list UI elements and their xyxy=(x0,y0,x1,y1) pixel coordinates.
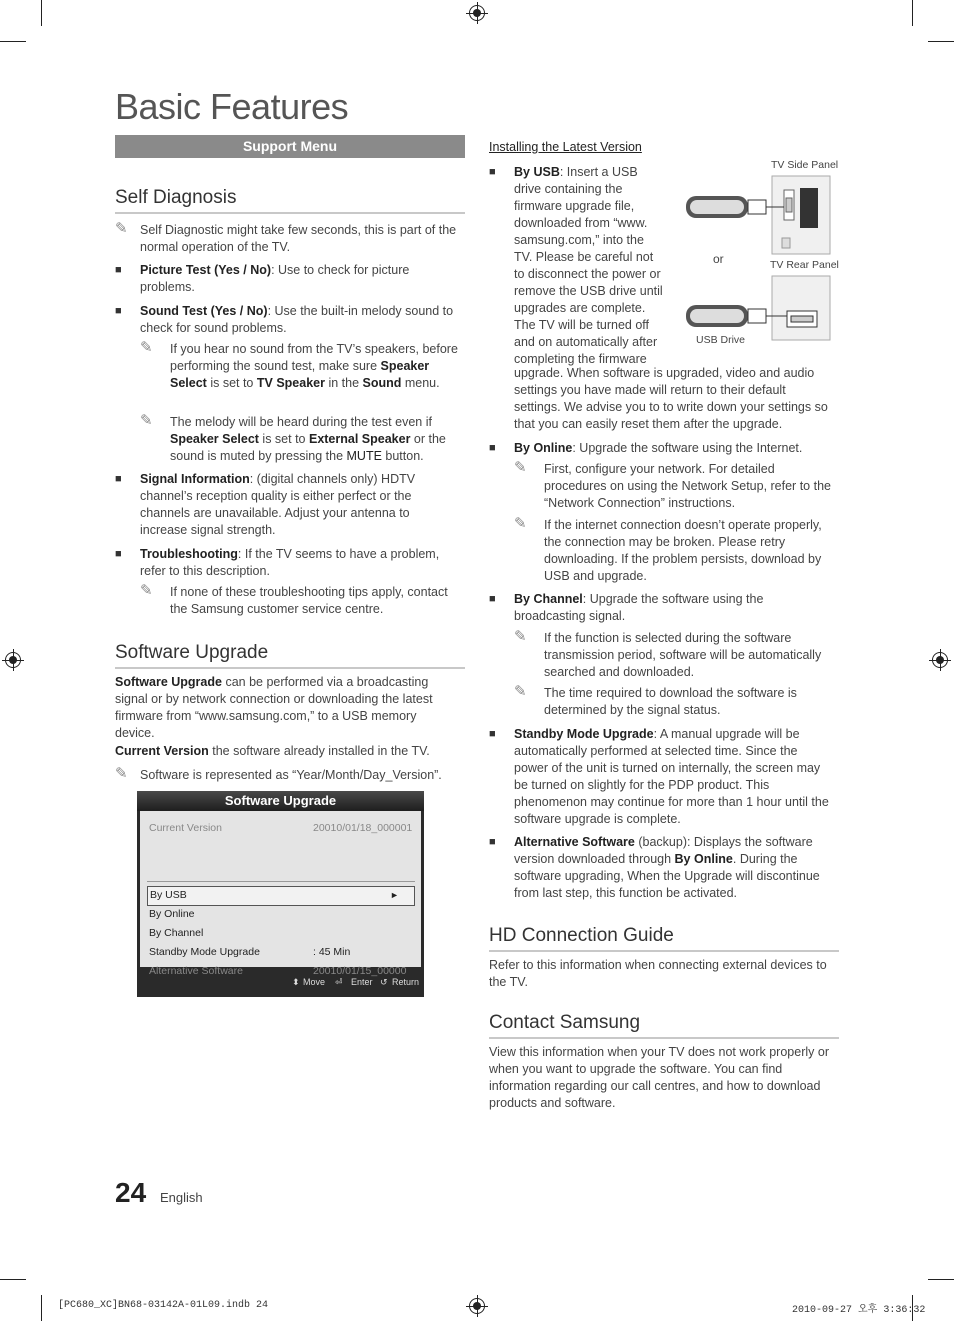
troubleshooting-text: : If the TV seems to have a problem, refer to this description. xyxy=(140,547,440,578)
paragraph-bold: Current Version xyxy=(115,744,209,758)
installing-heading: Installing the Latest Version xyxy=(489,140,642,154)
pencil-note-icon: ✎ xyxy=(140,582,153,599)
pencil-note-icon: ✎ xyxy=(140,339,153,356)
crop-mark xyxy=(0,41,26,42)
note-text: The melody will be heard during the test even if xyxy=(170,415,432,429)
picture-test-text: : Use to check for picture problems. xyxy=(140,263,410,294)
bullet-icon: ■ xyxy=(115,473,122,485)
osd-enter-label: Enter xyxy=(351,977,373,987)
note-text: First, configure your network. For detailed procedures on using the Network Setup, refer to the “Network Connection” instructions. xyxy=(544,462,831,510)
registration-mark-icon xyxy=(469,5,485,21)
paragraph-text: can be performed via a broadcasting signal or by network connection or downloading the latest firmware from “www.samsung.com,” to a USB memory device. xyxy=(115,675,433,740)
pencil-note-icon: ✎ xyxy=(115,220,128,237)
print-footer-right: 2010-09-27 오후 3:36:32 xyxy=(792,1305,926,1316)
note-key: MUTE xyxy=(346,449,382,463)
note-text: Software is represented as “Year/Month/Day_Version”. xyxy=(140,768,442,782)
note-bold: Speaker Select xyxy=(170,432,259,446)
standby-text: : A manual upgrade will be automatically performed at selected time. Since the power of the unit is turned on internally, the screen may be turned on slightly for the PDP product. This phenomenon may continue for more than 1 hour until the software upgrade is complete. xyxy=(514,727,829,826)
hd-connection-guide-heading: HD Connection Guide xyxy=(489,925,839,952)
by-channel-text: : Upgrade the software using the broadcasting signal. xyxy=(514,592,764,623)
pencil-note-icon: ✎ xyxy=(514,515,527,532)
tv-rear-panel-label: TV Rear Panel xyxy=(770,259,839,271)
by-online-text: : Upgrade the software using the Internet. xyxy=(572,441,803,455)
osd-alternative-option: Alternative Software xyxy=(149,965,243,977)
note-text: is set to xyxy=(258,432,309,446)
note-text: menu. xyxy=(401,376,440,390)
by-usb-line: The TV will be turned off xyxy=(514,318,650,332)
alternative-text: . During the software upgrading, When the Upgrade will discontinue from last step, this function be activated. xyxy=(514,852,820,900)
signal-info-label: Signal Information xyxy=(140,472,250,486)
pencil-note-icon: ✎ xyxy=(514,683,527,700)
osd-standby-value: : 45 Min xyxy=(313,946,351,958)
note-text: If you hear no sound from the TV’s speakers, before performing the sound test, make sure xyxy=(170,342,458,373)
note-text: Self Diagnostic might take few seconds, this is part of the normal operation of the TV. xyxy=(140,223,457,254)
bullet-icon: ■ xyxy=(115,305,122,317)
by-usb-line: remove the USB drive until xyxy=(514,284,663,298)
current-version-paragraph xyxy=(115,743,455,760)
page-number: 24 xyxy=(115,1177,147,1208)
by-usb-line: drive containing the xyxy=(514,182,623,196)
troubleshooting-label: Troubleshooting xyxy=(140,547,238,561)
chevron-right-icon: ► xyxy=(390,890,399,900)
by-usb-line: By USB: Insert a USB xyxy=(514,165,638,179)
osd-standby-option[interactable]: Standby Mode Upgrade xyxy=(149,946,260,958)
usb-diagram-graphic xyxy=(684,158,844,348)
software-upgrade-paragraph xyxy=(115,674,455,742)
osd-divider xyxy=(147,881,415,882)
note-text: If the internet connection doesn’t operate properly, the connection may be broken. Please retry downloading. If the problem persists, download by USB and upgrade. xyxy=(544,518,822,583)
print-footer-left: [PC680_XC]BN68-03142A-01L09.indb 24 xyxy=(58,1300,269,1311)
by-usb-line: to disconnect the power or xyxy=(514,267,661,281)
by-usb-line: TV. Please be careful not xyxy=(514,250,654,264)
osd-current-version-value: 20010/01/18_000001 xyxy=(313,822,413,834)
by-usb-text xyxy=(514,164,689,368)
note-text: or the sound is muted by pressing the xyxy=(170,432,446,463)
crop-mark xyxy=(41,1295,42,1321)
osd-alternative-value: 20010/01/15_00000 xyxy=(313,965,407,977)
note-text: If none of these troubleshooting tips apply, contact the Samsung customer service centre. xyxy=(170,585,448,616)
bullet-icon: ■ xyxy=(489,593,496,605)
crop-mark xyxy=(41,0,42,26)
crop-mark xyxy=(0,1279,26,1280)
pencil-note-icon: ✎ xyxy=(514,628,527,645)
software-upgrade-heading: Software Upgrade xyxy=(115,642,465,669)
alternative-bold: By Online xyxy=(674,852,733,866)
by-usb-line: firmware upgrade file, xyxy=(514,199,635,213)
sound-test-label: Sound Test (Yes / No) xyxy=(140,304,268,318)
osd-by-channel-option[interactable]: By Channel xyxy=(149,927,204,939)
osd-move-label: Move xyxy=(303,977,326,987)
bullet-icon: ■ xyxy=(489,836,496,848)
by-usb-continued: upgrade. When software is upgraded, video and audio settings you have made will return to their default settings. We advise you to to write down your settings so that you can easily reset them after the upgrade. xyxy=(514,366,828,431)
note-bold: External Speaker xyxy=(308,432,411,446)
registration-mark-icon xyxy=(932,652,948,668)
sound-test-text: : Use the built-in melody sound to check for sound problems. xyxy=(140,304,454,335)
move-icon: ⬍ xyxy=(292,977,300,987)
paragraph-text: the software already installed in the TV. xyxy=(208,744,430,758)
pencil-note-icon: ✎ xyxy=(140,412,153,429)
by-usb-line: and on automatically after xyxy=(514,335,658,349)
osd-by-usb-option[interactable] xyxy=(147,886,415,906)
pencil-note-icon: ✎ xyxy=(115,765,128,782)
alternative-label: Alternative Software xyxy=(514,835,635,849)
contact-samsung-text: View this information when your TV does not work properly or when you want to upgrade the software. You can find information regarding our call centres, and how to download products and software. xyxy=(489,1045,829,1110)
paragraph-bold: Software Upgrade xyxy=(115,675,222,689)
registration-mark-icon xyxy=(5,652,21,668)
osd-title: Software Upgrade xyxy=(137,791,424,811)
bullet-icon: ■ xyxy=(115,548,122,560)
registration-mark-icon xyxy=(469,1298,485,1314)
by-online-label: By Online xyxy=(514,441,573,455)
usb-connection-diagram xyxy=(684,158,844,348)
note-bold: TV Speaker xyxy=(256,376,325,390)
osd-current-version-label: Current Version xyxy=(149,822,222,834)
bullet-icon: ■ xyxy=(489,442,496,454)
by-channel-label: By Channel xyxy=(514,592,583,606)
or-label: or xyxy=(713,252,724,266)
picture-test-label: Picture Test (Yes / No) xyxy=(140,263,272,277)
note-text: button. xyxy=(381,449,424,463)
software-upgrade-osd xyxy=(137,791,424,997)
language-label: English xyxy=(160,1190,203,1205)
note-text: in the xyxy=(324,376,363,390)
crop-mark xyxy=(928,41,954,42)
note-text: The time required to download the software is determined by the signal status. xyxy=(544,686,797,717)
crop-mark xyxy=(928,1279,954,1280)
section-banner: Support Menu xyxy=(115,135,465,158)
note-bold: Speaker Select xyxy=(170,359,430,390)
contact-samsung-heading: Contact Samsung xyxy=(489,1012,839,1039)
osd-return-label: Return xyxy=(392,977,420,987)
page-title: Basic Features xyxy=(115,86,349,127)
hd-connection-guide-text: Refer to this information when connecting external devices to the TV. xyxy=(489,958,827,989)
by-usb-label: By USB xyxy=(514,165,560,179)
bullet-icon: ■ xyxy=(115,264,122,276)
standby-label: Standby Mode Upgrade xyxy=(514,727,654,741)
by-usb-line: completing the firmware xyxy=(514,352,647,366)
enter-icon: ⏎ xyxy=(335,977,343,987)
osd-footer xyxy=(137,967,424,997)
osd-menu-body xyxy=(140,811,421,977)
note-text: is set to xyxy=(206,376,257,390)
alternative-text: (backup): Displays the software version downloaded through xyxy=(514,835,813,866)
signal-info-text: : (digital channels only) HDTV channel’s reception quality is either perfect or the channels are unavailable. Adjust your antenna to increase signal strength. xyxy=(140,472,416,537)
osd-by-online-option[interactable]: By Online xyxy=(149,908,195,920)
by-usb-line: upgrades are complete. xyxy=(514,301,646,315)
osd-by-usb-label: By USB xyxy=(150,889,187,901)
usb-drive-label: USB Drive xyxy=(696,334,746,346)
by-usb-line: samsung.com,” into the xyxy=(514,233,644,247)
note-text: If the function is selected during the software transmission period, software will be automatically searched and downloaded. xyxy=(544,631,822,679)
bullet-icon: ■ xyxy=(489,166,496,178)
pencil-note-icon: ✎ xyxy=(514,459,527,476)
by-usb-line: downloaded from “www. xyxy=(514,216,648,230)
tv-side-panel-label: TV Side Panel xyxy=(771,159,839,171)
bullet-icon: ■ xyxy=(489,728,496,740)
self-diagnosis-heading: Self Diagnosis xyxy=(115,187,465,214)
note-bold: Sound xyxy=(362,376,402,390)
crop-mark xyxy=(912,0,913,26)
return-icon: ↺ xyxy=(380,977,388,987)
